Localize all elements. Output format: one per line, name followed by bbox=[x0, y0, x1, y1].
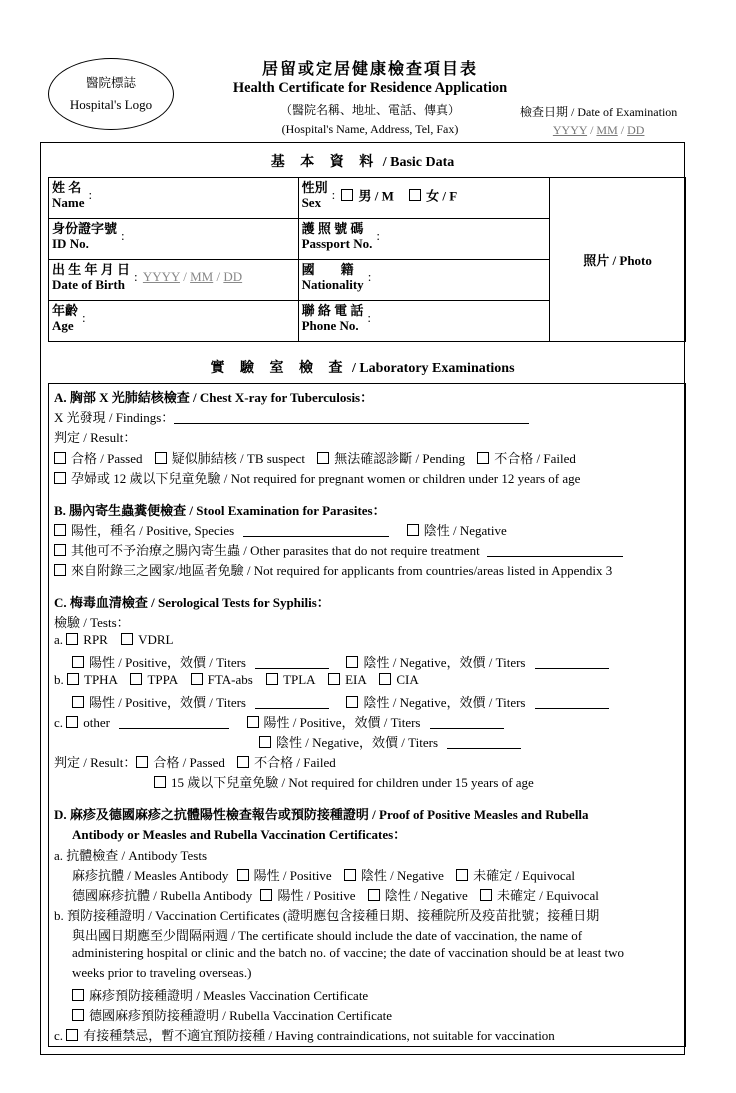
section-d-title-2: Antibody or Measles and Rubella Vaccination Certificates： bbox=[72, 827, 407, 842]
nationality-field[interactable]: 國 籍 Nationality: bbox=[298, 260, 550, 301]
exam-date-field[interactable]: YYYY / MM / DD bbox=[552, 123, 645, 137]
age-field[interactable]: 年齡 Age: bbox=[49, 301, 299, 342]
other-test-input[interactable] bbox=[119, 717, 229, 729]
passport-field[interactable]: 護 照 號 碼 Passport No.: bbox=[298, 219, 550, 260]
syphilis-b-result: 陽性 / Positive，效價 / Titers 陰性 / Negative，效價 / Titers bbox=[72, 692, 609, 711]
a-negative-titers-input[interactable] bbox=[535, 657, 609, 669]
measles-cert-checkbox[interactable] bbox=[72, 989, 84, 1001]
rubella-antibody-row: 德國麻疹抗體 / Rubella Antibody 陽性 / Positive 陰性 / Negative 未確定 / Equivocal bbox=[72, 888, 599, 903]
syphilis-exempt: 15 歲以下兒童免驗 / Not required for children under 15 years of age bbox=[154, 772, 534, 791]
syphilis-b-tests: b. TPHA TPPA FTA-abs TPLA EIA CIA bbox=[54, 672, 419, 687]
vdrl-checkbox[interactable] bbox=[121, 633, 133, 645]
basic-data-title: 基 本 資 料 / Basic Data bbox=[270, 155, 455, 170]
xray-failed-checkbox[interactable] bbox=[477, 452, 489, 464]
dob-field[interactable]: 出 生 年 月 日 Date of Birth: YYYY / MM / DD bbox=[49, 260, 299, 301]
xray-tb-checkbox[interactable] bbox=[155, 452, 167, 464]
xray-result-options: 合格 / Passed 疑似肺結核 / TB suspect 無法確認診斷 / Pending 不合格 / Failed bbox=[54, 448, 576, 467]
a-negative-checkbox[interactable] bbox=[346, 656, 358, 668]
photo-box[interactable]: 照片 / Photo bbox=[550, 178, 686, 342]
rpr-checkbox[interactable] bbox=[66, 633, 78, 645]
xray-passed-checkbox[interactable] bbox=[54, 452, 66, 464]
basic-data-table bbox=[48, 177, 686, 342]
fta-abs-checkbox[interactable] bbox=[191, 673, 203, 685]
b-negative-checkbox[interactable] bbox=[346, 696, 358, 708]
rubella-cert-checkbox[interactable] bbox=[72, 1009, 84, 1021]
hospital-logo-placeholder bbox=[48, 58, 174, 130]
contraindication-row: c. 有接種禁忌，暫不適宜預防接種 / Having contraindications, not suitable for vaccination bbox=[54, 1028, 555, 1043]
xray-exempt: 孕婦或 12 歲以下兒童免驗 / Not required for pregnant women or children under 12 years of age bbox=[54, 468, 580, 487]
vaccination-note-2: 與出國日期應至少間隔兩週 / The certificate should include the date of vaccination, the name of bbox=[72, 928, 583, 943]
other-test-checkbox[interactable] bbox=[66, 716, 78, 728]
logo-label-zh: 醫院標誌 bbox=[85, 76, 136, 90]
c-negative-checkbox[interactable] bbox=[259, 736, 271, 748]
antibody-tests-label: a. 抗體檢查 / Antibody Tests bbox=[54, 848, 208, 863]
lab-exam-box bbox=[48, 383, 686, 1047]
vaccination-note-4: weeks prior to traveling overseas.) bbox=[72, 965, 252, 980]
a-positive-checkbox[interactable] bbox=[72, 656, 84, 668]
section-c-title: C. 梅毒血清檢查 / Serological Tests for Syphilis： bbox=[54, 595, 330, 610]
contraindication-checkbox[interactable] bbox=[66, 1029, 78, 1041]
tppa-checkbox[interactable] bbox=[130, 673, 142, 685]
sex-male-checkbox[interactable] bbox=[341, 189, 353, 201]
sex-field: 性別 Sex: 男 / M 女 / F bbox=[298, 178, 550, 219]
vaccination-note-1: b. 預防接種證明 / Vaccination Certificates (證明應包含接種日期、接種院所及疫苗批號；接種日期 bbox=[54, 908, 600, 923]
other-parasites-input[interactable] bbox=[487, 545, 623, 557]
exam-date bbox=[520, 103, 677, 138]
b-positive-checkbox[interactable] bbox=[72, 696, 84, 708]
xray-result-label: 判定 / Result： bbox=[54, 430, 137, 445]
rubella-negative-checkbox[interactable] bbox=[368, 889, 380, 901]
syphilis-a-tests: a. RPR VDRL bbox=[54, 632, 174, 647]
measles-cert-row: 麻疹預防接種證明 / Measles Vaccination Certificate bbox=[72, 985, 368, 1004]
tpla-checkbox[interactable] bbox=[266, 673, 278, 685]
form-title bbox=[220, 56, 520, 137]
syphilis-failed-checkbox[interactable] bbox=[237, 756, 249, 768]
c-positive-titers-input[interactable] bbox=[430, 717, 504, 729]
hospital-info-en: (Hospital's Name, Address, Tel, Fax) bbox=[281, 122, 459, 136]
stool-other-checkbox[interactable] bbox=[54, 544, 66, 556]
b-positive-titers-input[interactable] bbox=[255, 697, 329, 709]
xray-pending-checkbox[interactable] bbox=[317, 452, 329, 464]
c-positive-checkbox[interactable] bbox=[247, 716, 259, 728]
syphilis-c-other: c. other 陽性 / Positive，效價 / Titers bbox=[54, 712, 504, 731]
xray-exempt-checkbox[interactable] bbox=[54, 472, 66, 484]
measles-equivocal-checkbox[interactable] bbox=[456, 869, 468, 881]
id-field[interactable]: 身份證字號 ID No.: bbox=[49, 219, 299, 260]
section-a-title: A. 胸部 X 光肺結核檢查 / Chest X-ray for Tuberculosis： bbox=[54, 390, 374, 405]
syphilis-passed-checkbox[interactable] bbox=[136, 756, 148, 768]
title-en: Health Certificate for Residence Application bbox=[232, 80, 508, 96]
form-frame bbox=[40, 142, 685, 1055]
stool-positive-checkbox[interactable] bbox=[54, 524, 66, 536]
findings-input[interactable] bbox=[174, 412, 529, 424]
section-d-title: D. 麻疹及德國麻疹之抗體陽性檢查報告或預防接種證明 / Proof of Positive Measles and Rubella bbox=[54, 807, 589, 822]
measles-antibody-row: 麻疹抗體 / Measles Antibody 陽性 / Positive 陰性 / Negative 未確定 / Equivocal bbox=[72, 868, 575, 883]
measles-negative-checkbox[interactable] bbox=[344, 869, 356, 881]
a-positive-titers-input[interactable] bbox=[255, 657, 329, 669]
stool-appendix-checkbox[interactable] bbox=[54, 564, 66, 576]
phone-field[interactable]: 聯 絡 電 話 Phone No.: bbox=[298, 301, 550, 342]
lab-exam-title: 實 驗 室 檢 查 / Laboratory Examinations bbox=[210, 361, 515, 376]
section-b-title: B. 腸內寄生蟲糞便檢查 / Stool Examination for Parasites： bbox=[54, 503, 386, 518]
sex-female-checkbox[interactable] bbox=[409, 189, 421, 201]
stool-positive: 陽性，種名 / Positive, Species 陰性 / Negative bbox=[54, 520, 507, 539]
species-input[interactable] bbox=[243, 525, 389, 537]
stool-appendix: 來自附錄三之國家/地區者免驗 / Not required for applicants from countries/areas listed in Appendix 3 bbox=[54, 560, 612, 579]
c-negative-titers-input[interactable] bbox=[447, 737, 521, 749]
exam-date-label: 檢查日期 / Date of Examination bbox=[520, 105, 678, 119]
xray-findings: X 光發現 / Findings： bbox=[54, 407, 529, 426]
stool-other: 其他可不予治療之腸內寄生蟲 / Other parasites that do not require treatment bbox=[54, 540, 623, 559]
tpha-checkbox[interactable] bbox=[67, 673, 79, 685]
syphilis-tests-label: 檢驗 / Tests： bbox=[54, 615, 130, 630]
vaccination-note-3: administering hospital or clinic and the batch no. of vaccine; the date of vaccination should be at least two bbox=[72, 945, 624, 960]
syphilis-a-result: 陽性 / Positive，效價 / Titers 陰性 / Negative，效價 / Titers bbox=[72, 652, 609, 671]
name-field[interactable]: 姓 名 Name: bbox=[49, 178, 299, 219]
rubella-equivocal-checkbox[interactable] bbox=[480, 889, 492, 901]
hospital-info-zh: （醫院名稱、地址、電話、傳真） bbox=[279, 103, 460, 117]
title-zh: 居留或定居健康檢查項目表 bbox=[261, 61, 478, 78]
rubella-cert-row: 德國麻疹預防接種證明 / Rubella Vaccination Certificate bbox=[72, 1005, 392, 1024]
eia-checkbox[interactable] bbox=[328, 673, 340, 685]
cia-checkbox[interactable] bbox=[379, 673, 391, 685]
rubella-positive-checkbox[interactable] bbox=[260, 889, 272, 901]
stool-negative-checkbox[interactable] bbox=[407, 524, 419, 536]
syphilis-c-negative: 陰性 / Negative，效價 / Titers bbox=[259, 732, 521, 751]
b-negative-titers-input[interactable] bbox=[535, 697, 609, 709]
measles-positive-checkbox[interactable] bbox=[237, 869, 249, 881]
syphilis-exempt-checkbox[interactable] bbox=[154, 776, 166, 788]
syphilis-result: 判定 / Result： 合格 / Passed 不合格 / Failed bbox=[54, 755, 336, 770]
logo-label-en: Hospital's Logo bbox=[69, 97, 153, 112]
